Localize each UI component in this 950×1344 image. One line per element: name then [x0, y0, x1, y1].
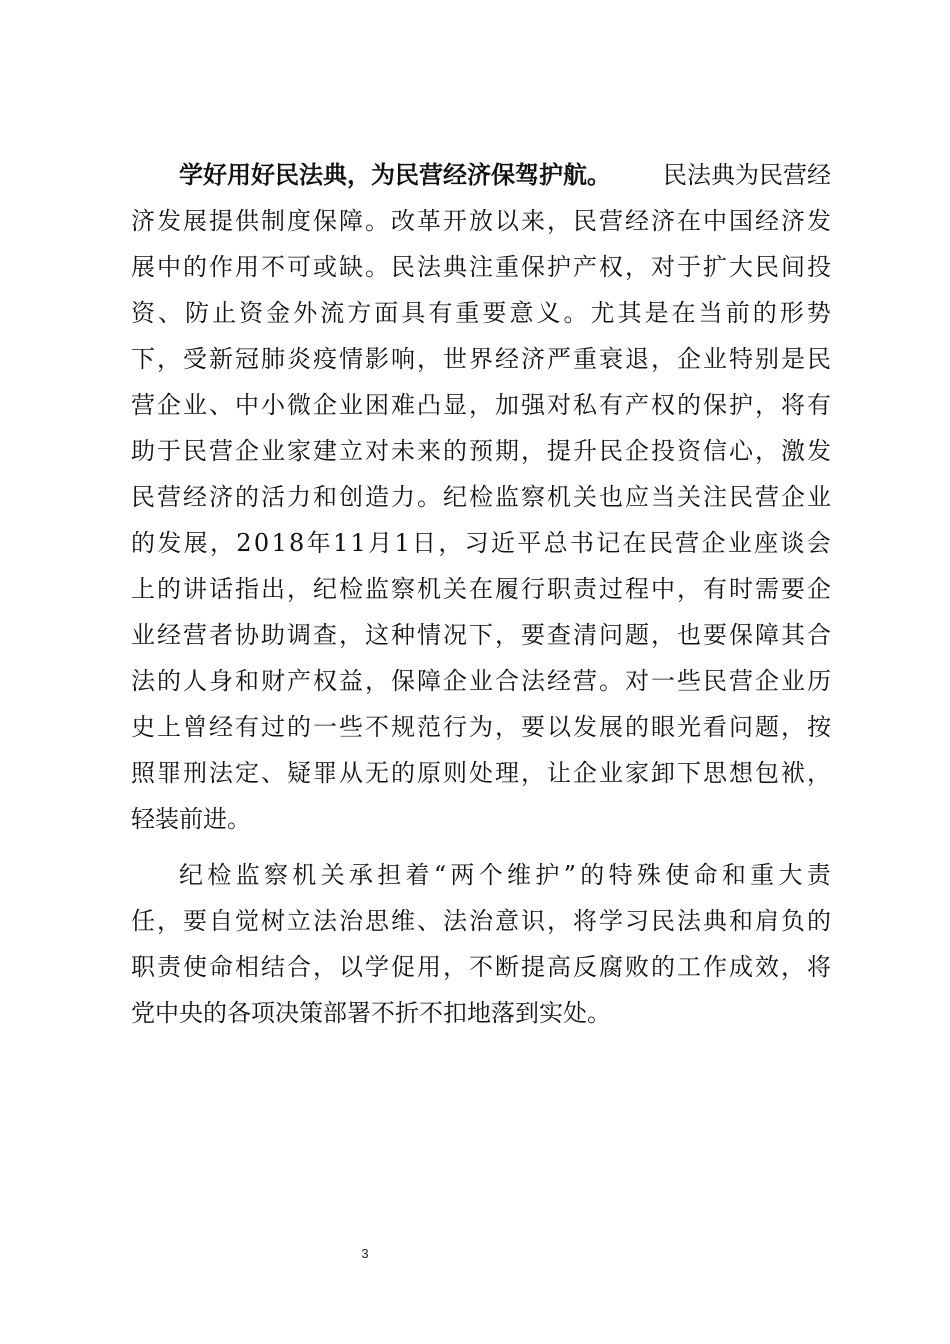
- paragraph-line: 助 于 民 营 企 业 家 建 立 对 未 来 的 预 期 ， 提 升 民 企 投 资 信 心 ， 激 发: [131, 437, 831, 465]
- paragraph-line: 展 中 的 作 用 不 可 或 缺 。 民 法 典 注 重 保 护 产 权 ， 对 于 扩 大 民 间 投: [131, 253, 831, 281]
- paragraph-heading: 学好用好民法典，为民营经济保驾护航。: [179, 161, 611, 189]
- paragraph-line: [179, 155, 831, 195]
- paragraph-line: 史 上 曾 经 有 过 的 一 些 不 规 范 行 为 ， 要 以 发 展 的 眼 光 看 问 题 ， 按: [131, 713, 831, 741]
- paragraph-line: 党中央的各项决策部署不折不扣地落到实处。: [131, 999, 611, 1027]
- paragraph-line: 资 、 防 止 资 金 外 流 方 面 具 有 重 要 意 义 。 尤 其 是 在 当 前 的 形 势: [131, 299, 831, 327]
- paragraph-line: 济 发 展 提 供 制 度 保 障 。 改 革 开 放 以 来 ， 民 营 经 济 在 中 国 经 济 发: [131, 207, 831, 235]
- paragraph-line: 营 企 业 、 中 小 微 企 业 困 难 凸 显 ， 加 强 对 私 有 产 权 的 保 护 ， 将 有: [131, 391, 831, 419]
- paragraph-line: 轻装前进。: [131, 805, 251, 833]
- page-number: 3: [361, 1246, 369, 1261]
- paragraph-line: 照 罪 刑 法 定 、 疑 罪 从 无 的 原 则 处 理 ， 让 企 业 家 卸 下 思 想 包 袱 ，: [131, 759, 831, 787]
- paragraph-line: 职 责 使 命 相 结 合 ， 以 学 促 用 ， 不 断 提 高 反 腐 败 的 工 作 成 效 ， 将: [131, 953, 831, 981]
- paragraph-line: 业 经 营 者 协 助 调 查 ， 这 种 情 况 下 ， 要 查 清 问 题 ， 也 要 保 障 其 合: [131, 621, 831, 649]
- paragraph-line: 法 的 人 身 和 财 产 权 益 ， 保 障 企 业 合 法 经 营 。 对 一 些 民 营 企 业 历: [131, 667, 831, 695]
- paragraph-line: 的 发 展 ， 2 0 1 8 年 1 1 月 1 日 ， 习 近 平 总 书 记 在 民 营 企 业 座 谈 会: [131, 529, 831, 557]
- paragraph-line: 下 ， 受 新 冠 肺 炎 疫 情 影 响 ， 世 界 经 济 严 重 衰 退 ， 企 业 特 别 是 民: [131, 345, 831, 373]
- paragraph-line: 民 营 经 济 的 活 力 和 创 造 力 。 纪 检 监 察 机 关 也 应 当 关 注 民 营 企 业: [131, 483, 831, 511]
- paragraph-line: 任 ， 要 自 觉 树 立 法 治 思 维 、 法 治 意 识 ， 将 学 习 民 法 典 和 肩 负 的: [131, 907, 831, 935]
- paragraph-line: 上 的 讲 话 指 出 ， 纪 检 监 察 机 关 在 履 行 职 责 过 程 中 ， 有 时 需 要 企: [131, 575, 831, 603]
- paragraph-line-text: 民法典为民营经: [663, 161, 831, 189]
- paragraph-line: 纪 检 监 察 机 关 承 担 着 “ 两 个 维 护 ” 的 特 殊 使 命 和 重 大 责: [179, 861, 831, 889]
